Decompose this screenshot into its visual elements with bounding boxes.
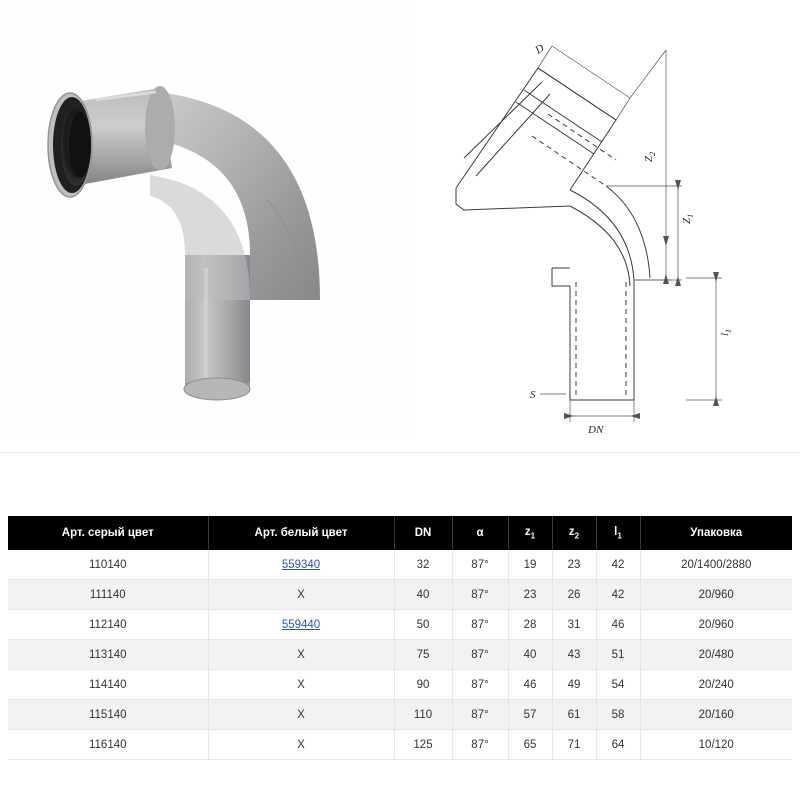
th-z2: $z_2$ — [552, 516, 596, 550]
cell-z2: 71 — [552, 730, 596, 760]
cell-z2: 23 — [552, 550, 596, 580]
cell-alpha: 87° — [452, 700, 508, 730]
cell-pack: 20/1400/2880 — [640, 550, 792, 580]
cell-alpha: 87° — [452, 730, 508, 760]
spec-table — [8, 516, 792, 760]
cell-pack: 10/120 — [640, 730, 792, 760]
cell-l1: 54 — [596, 670, 640, 700]
cell-z1: 57 — [508, 700, 552, 730]
cell-dn: 50 — [394, 610, 452, 640]
pipe-elbow-illustration — [0, 0, 415, 440]
label-z1: $Z_1$ — [681, 213, 695, 224]
cell-dn: 75 — [394, 640, 452, 670]
cell-art-white: X — [208, 730, 394, 760]
cell-dn: 125 — [394, 730, 452, 760]
cell-z2: 61 — [552, 700, 596, 730]
table-row — [8, 610, 792, 640]
th-dn: DN — [394, 516, 452, 550]
cell-pack: 20/960 — [640, 580, 792, 610]
label-z2: $Z_2$ — [643, 151, 657, 162]
cell-art-grey: 114140 — [8, 670, 208, 700]
cell-z1: 46 — [508, 670, 552, 700]
th-art-grey: Арт. серый цвет — [8, 516, 208, 550]
cell-alpha: 87° — [452, 580, 508, 610]
table-row — [8, 550, 792, 580]
table-header-row — [8, 516, 792, 550]
cell-z1: 65 — [508, 730, 552, 760]
cell-l1: 42 — [596, 580, 640, 610]
cell-art-grey: 115140 — [8, 700, 208, 730]
cell-pack: 20/240 — [640, 670, 792, 700]
cell-alpha: 87° — [452, 670, 508, 700]
technical-drawing — [420, 10, 800, 440]
table-row — [8, 670, 792, 700]
cell-z1: 40 — [508, 640, 552, 670]
cell-art-grey: 112140 — [8, 610, 208, 640]
cell-art-white: X — [208, 580, 394, 610]
table-row — [8, 640, 792, 670]
cell-l1: 51 — [596, 640, 640, 670]
cell-z2: 43 — [552, 640, 596, 670]
cell-dn: 110 — [394, 700, 452, 730]
th-l1: $l_1$ — [596, 516, 640, 550]
cell-art-white: X — [208, 640, 394, 670]
spec-table-wrapper — [8, 516, 792, 760]
label-DN: DN — [588, 424, 604, 436]
cell-l1: 58 — [596, 700, 640, 730]
th-art-white: Арт. белый цвет — [208, 516, 394, 550]
cell-art-grey: 113140 — [8, 640, 208, 670]
cell-pack: 20/960 — [640, 610, 792, 640]
article-link[interactable]: 559440 — [281, 618, 321, 631]
cell-z1: 19 — [508, 550, 552, 580]
table-row — [8, 580, 792, 610]
cell-alpha: 87° — [452, 640, 508, 670]
cell-z1: 28 — [508, 610, 552, 640]
cell-dn: 90 — [394, 670, 452, 700]
cell-art-white: X — [208, 700, 394, 730]
cell-dn: 40 — [394, 580, 452, 610]
cell-art-grey: 111140 — [8, 580, 208, 610]
cell-alpha: 87° — [452, 610, 508, 640]
dimension-diagram — [420, 10, 800, 440]
cell-art-white[interactable] — [208, 610, 394, 640]
cell-dn: 32 — [394, 550, 452, 580]
article-link[interactable]: 559340 — [281, 558, 321, 571]
cell-art-grey: 110140 — [8, 550, 208, 580]
cell-art-white[interactable] — [208, 550, 394, 580]
th-pack: Упаковка — [640, 516, 792, 550]
cell-pack: 20/480 — [640, 640, 792, 670]
cell-z2: 26 — [552, 580, 596, 610]
cell-pack: 20/160 — [640, 700, 792, 730]
table-row — [8, 730, 792, 760]
label-l1: $l_1$ — [719, 328, 733, 336]
cell-z2: 49 — [552, 670, 596, 700]
cell-l1: 46 — [596, 610, 640, 640]
label-D: D — [533, 42, 547, 57]
section-divider — [0, 452, 800, 453]
label-S: S — [530, 389, 536, 401]
table-body — [8, 550, 792, 760]
cell-art-white: X — [208, 670, 394, 700]
cell-l1: 64 — [596, 730, 640, 760]
cell-z2: 31 — [552, 610, 596, 640]
th-z1: $z_1$ — [508, 516, 552, 550]
th-alpha: α — [452, 516, 508, 550]
cell-art-grey: 116140 — [8, 730, 208, 760]
cell-alpha: 87° — [452, 550, 508, 580]
product-photo — [0, 0, 415, 440]
table-row — [8, 700, 792, 730]
cell-l1: 42 — [596, 550, 640, 580]
cell-z1: 23 — [508, 580, 552, 610]
